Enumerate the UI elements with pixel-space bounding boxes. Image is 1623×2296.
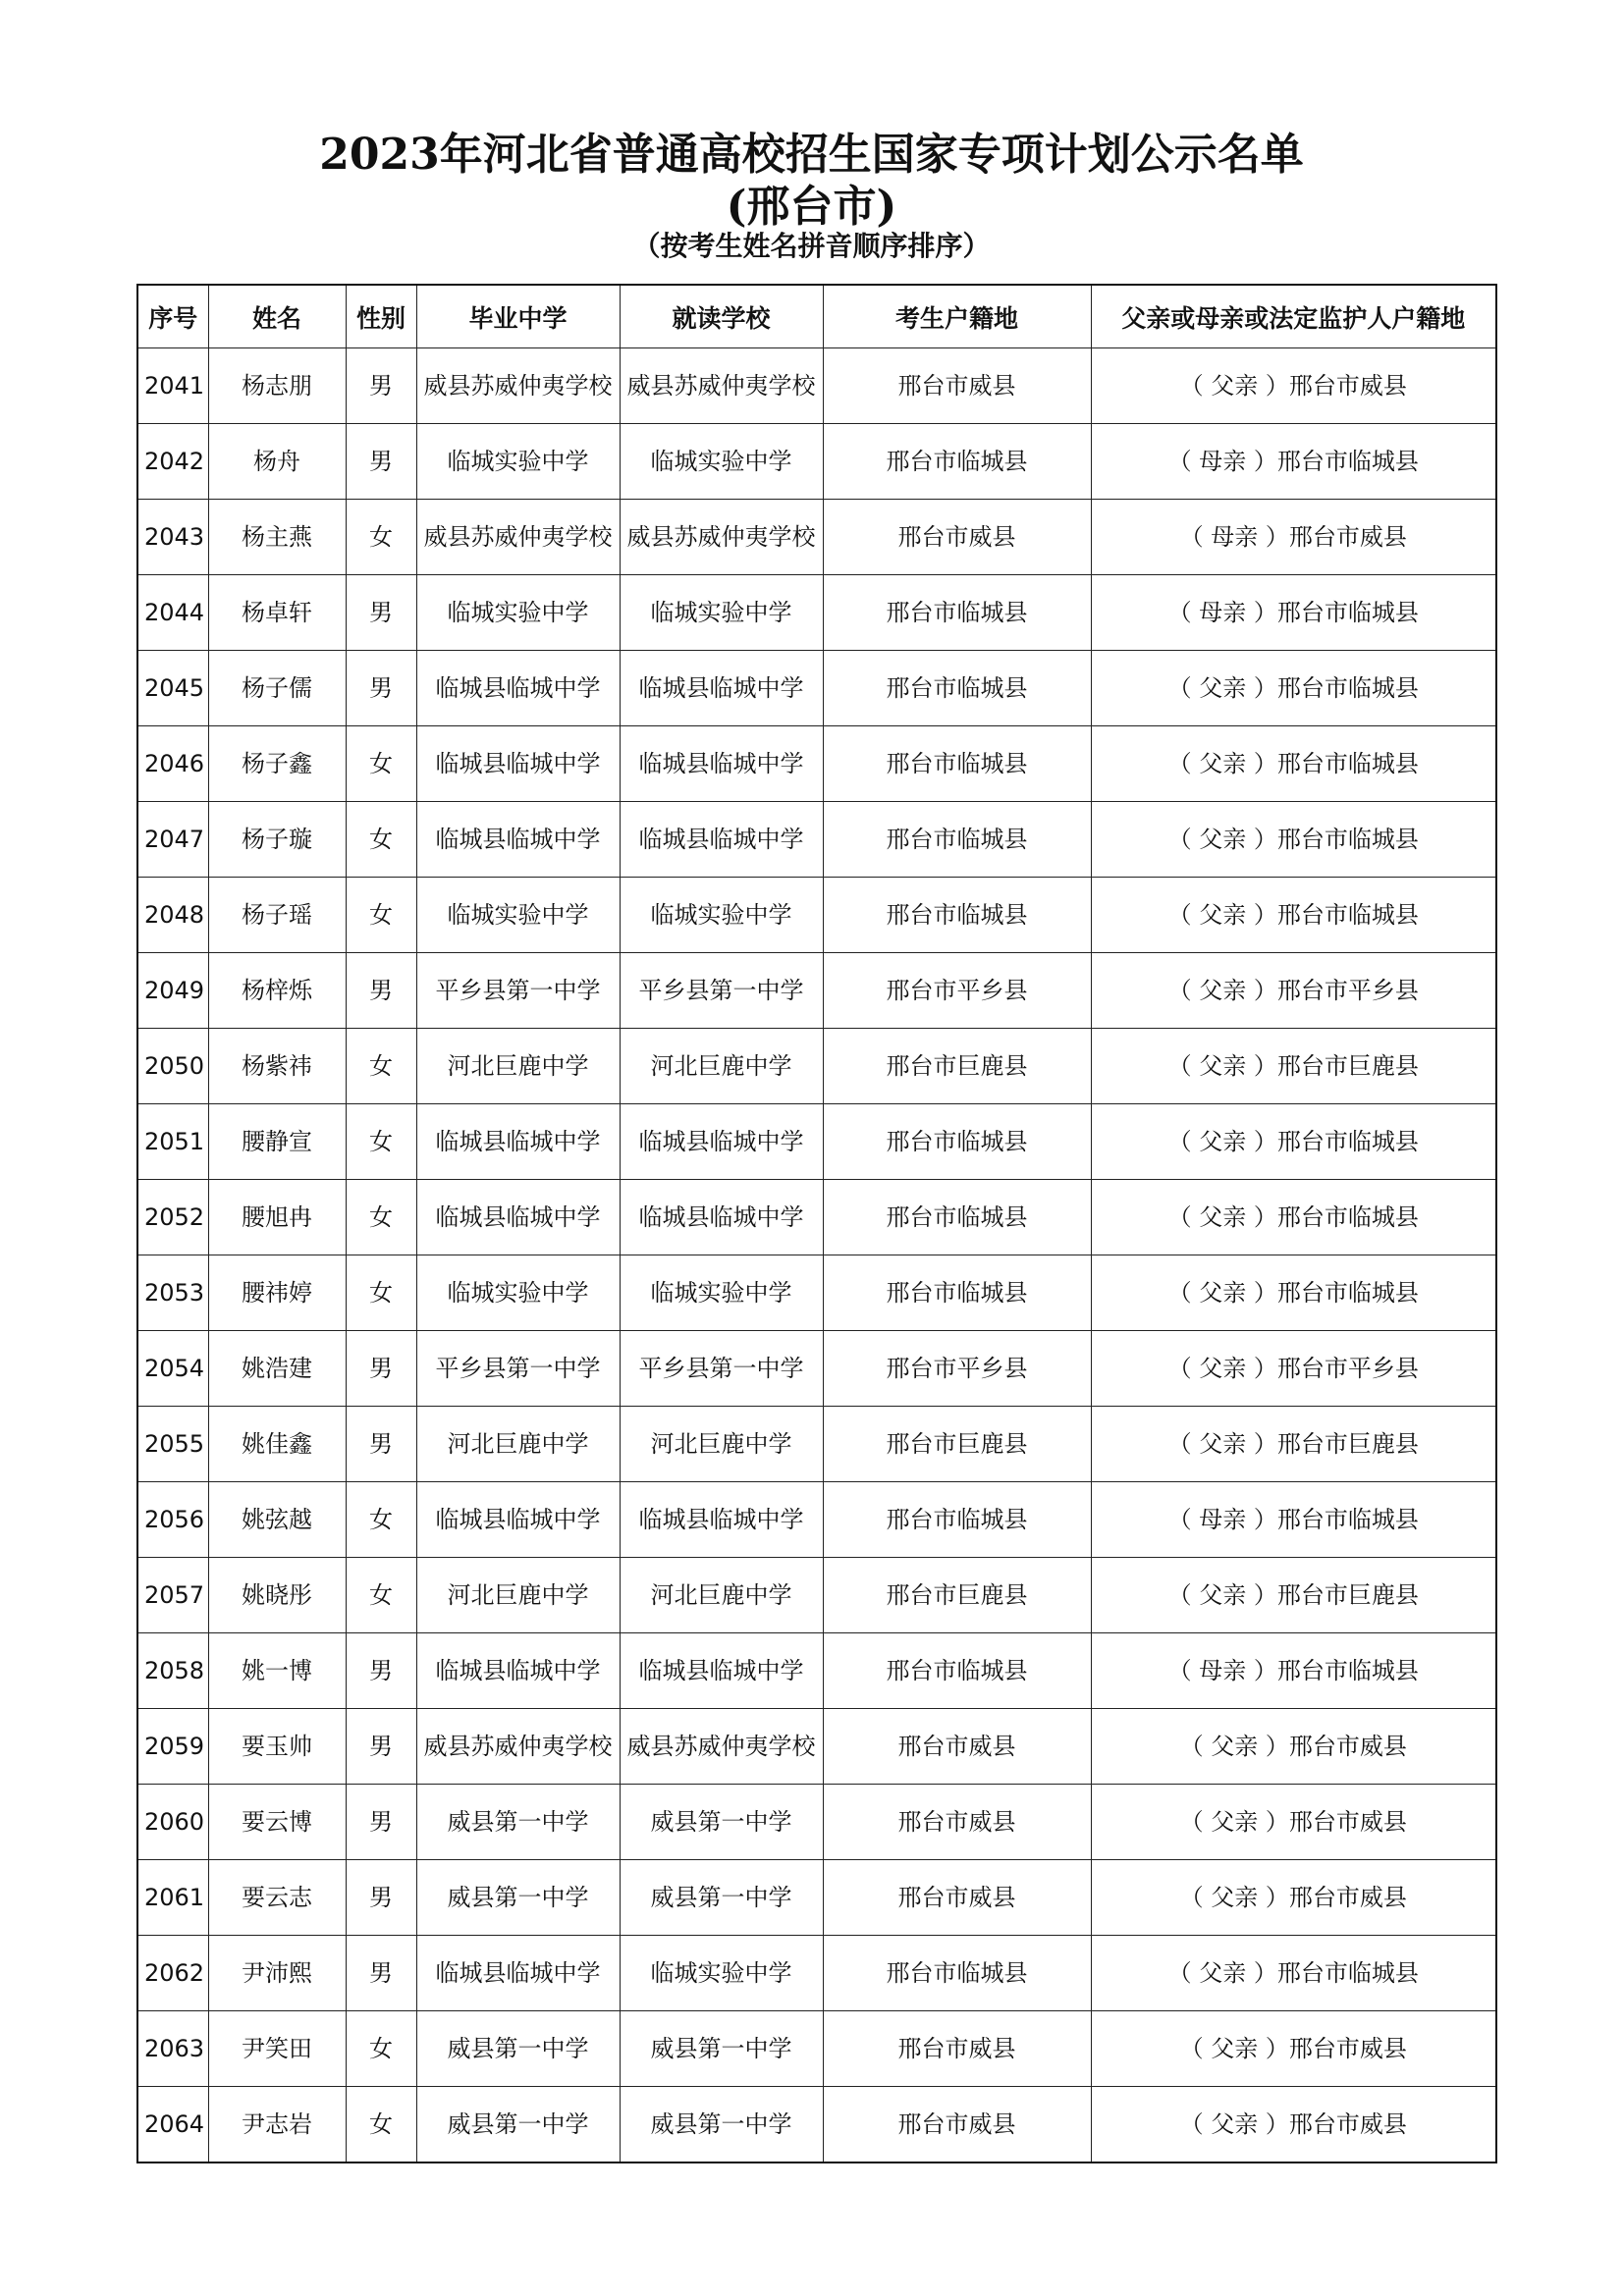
cell-no: 2042 — [137, 424, 208, 500]
cell-current-school: 临城县临城中学 — [620, 651, 823, 726]
table-row — [137, 1558, 1496, 1633]
cell-gender: 女 — [346, 726, 416, 802]
cell-name: 杨梓烁 — [208, 953, 346, 1029]
cell-gender: 女 — [346, 1482, 416, 1558]
cell-current-school: 临城县临城中学 — [620, 726, 823, 802]
table-row — [137, 1936, 1496, 2011]
cell-parent-hukou: （ 母亲 ）邢台市临城县 — [1091, 1633, 1496, 1709]
table-row — [137, 802, 1496, 878]
cell-no: 2043 — [137, 500, 208, 575]
cell-name: 杨子瑶 — [208, 878, 346, 953]
cell-no: 2062 — [137, 1936, 208, 2011]
cell-grad-school: 临城县临城中学 — [416, 1936, 620, 2011]
cell-parent-hukou: （ 父亲 ）邢台市临城县 — [1091, 802, 1496, 878]
document-title: 2023年河北省普通高校招生国家专项计划公示名单 — [319, 130, 1304, 180]
cell-current-school: 威县苏威仲夷学校 — [620, 1709, 823, 1785]
header-grad-school: 毕业中学 — [416, 285, 620, 348]
cell-name: 杨子鑫 — [208, 726, 346, 802]
cell-parent-hukou: （ 母亲 ）邢台市临城县 — [1091, 575, 1496, 651]
cell-current-school: 威县苏威仲夷学校 — [620, 348, 823, 424]
cell-current-school: 临城实验中学 — [620, 878, 823, 953]
cell-gender: 女 — [346, 500, 416, 575]
header-name: 姓名 — [208, 285, 346, 348]
table-row — [137, 1180, 1496, 1255]
cell-name: 杨舟 — [208, 424, 346, 500]
cell-name: 姚弦越 — [208, 1482, 346, 1558]
cell-parent-hukou: （ 父亲 ）邢台市威县 — [1091, 1709, 1496, 1785]
cell-current-school: 威县第一中学 — [620, 2087, 823, 2163]
header-no: 序号 — [137, 285, 208, 348]
table-row — [137, 1785, 1496, 1860]
cell-no: 2056 — [137, 1482, 208, 1558]
cell-hukou: 邢台市临城县 — [823, 878, 1091, 953]
cell-no: 2050 — [137, 1029, 208, 1104]
cell-name: 腰祎婷 — [208, 1255, 346, 1331]
cell-parent-hukou: （ 父亲 ）邢台市威县 — [1091, 348, 1496, 424]
header-parent-hukou: 父亲或母亲或法定监护人户籍地 — [1091, 285, 1496, 348]
cell-no: 2046 — [137, 726, 208, 802]
cell-hukou: 邢台市临城县 — [823, 1482, 1091, 1558]
cell-hukou: 邢台市威县 — [823, 2011, 1091, 2087]
cell-current-school: 临城实验中学 — [620, 575, 823, 651]
cell-name: 杨卓轩 — [208, 575, 346, 651]
cell-grad-school: 临城县临城中学 — [416, 1482, 620, 1558]
cell-parent-hukou: （ 父亲 ）邢台市威县 — [1091, 1860, 1496, 1936]
cell-no: 2044 — [137, 575, 208, 651]
cell-gender: 女 — [346, 802, 416, 878]
cell-parent-hukou: （ 父亲 ）邢台市临城县 — [1091, 1255, 1496, 1331]
cell-name: 尹志岩 — [208, 2087, 346, 2163]
cell-current-school: 平乡县第一中学 — [620, 1331, 823, 1407]
cell-current-school: 威县第一中学 — [620, 1860, 823, 1936]
cell-current-school: 临城县临城中学 — [620, 1104, 823, 1180]
cell-hukou: 邢台市临城县 — [823, 424, 1091, 500]
cell-parent-hukou: （ 父亲 ）邢台市平乡县 — [1091, 953, 1496, 1029]
table-row — [137, 651, 1496, 726]
cell-gender: 女 — [346, 2087, 416, 2163]
cell-current-school: 河北巨鹿中学 — [620, 1558, 823, 1633]
cell-hukou: 邢台市平乡县 — [823, 1331, 1091, 1407]
cell-name: 姚晓彤 — [208, 1558, 346, 1633]
cell-gender: 男 — [346, 1860, 416, 1936]
cell-gender: 男 — [346, 1785, 416, 1860]
cell-current-school: 临城县临城中学 — [620, 802, 823, 878]
cell-grad-school: 临城实验中学 — [416, 1255, 620, 1331]
cell-current-school: 河北巨鹿中学 — [620, 1407, 823, 1482]
cell-gender: 男 — [346, 1407, 416, 1482]
cell-parent-hukou: （ 父亲 ）邢台市临城县 — [1091, 1936, 1496, 2011]
cell-name: 杨志朋 — [208, 348, 346, 424]
table-row — [137, 1633, 1496, 1709]
cell-parent-hukou: （ 父亲 ）邢台市临城县 — [1091, 726, 1496, 802]
cell-gender: 男 — [346, 1331, 416, 1407]
cell-hukou: 邢台市巨鹿县 — [823, 1029, 1091, 1104]
cell-parent-hukou: （ 父亲 ）邢台市临城县 — [1091, 878, 1496, 953]
cell-hukou: 邢台市威县 — [823, 2087, 1091, 2163]
cell-hukou: 邢台市威县 — [823, 348, 1091, 424]
cell-parent-hukou: （ 母亲 ）邢台市临城县 — [1091, 424, 1496, 500]
cell-parent-hukou: （ 父亲 ）邢台市巨鹿县 — [1091, 1558, 1496, 1633]
cell-hukou: 邢台市临城县 — [823, 1936, 1091, 2011]
cell-parent-hukou: （ 父亲 ）邢台市巨鹿县 — [1091, 1029, 1496, 1104]
cell-gender: 女 — [346, 1180, 416, 1255]
cell-no: 2055 — [137, 1407, 208, 1482]
cell-parent-hukou: （ 父亲 ）邢台市威县 — [1091, 2011, 1496, 2087]
table-row — [137, 1407, 1496, 1482]
cell-gender: 男 — [346, 575, 416, 651]
cell-grad-school: 威县苏威仲夷学校 — [416, 348, 620, 424]
cell-name: 要云博 — [208, 1785, 346, 1860]
cell-hukou: 邢台市临城县 — [823, 651, 1091, 726]
cell-gender: 女 — [346, 1029, 416, 1104]
cell-no: 2064 — [137, 2087, 208, 2163]
table-header-row — [137, 285, 1496, 348]
header-gender: 性别 — [346, 285, 416, 348]
cell-grad-school: 临城县临城中学 — [416, 1104, 620, 1180]
table-row — [137, 726, 1496, 802]
cell-grad-school: 威县第一中学 — [416, 2087, 620, 2163]
cell-grad-school: 威县苏威仲夷学校 — [416, 500, 620, 575]
cell-name: 要云志 — [208, 1860, 346, 1936]
cell-hukou: 邢台市临城县 — [823, 1104, 1091, 1180]
cell-no: 2048 — [137, 878, 208, 953]
cell-grad-school: 临城县临城中学 — [416, 726, 620, 802]
cell-gender: 女 — [346, 1255, 416, 1331]
cell-no: 2049 — [137, 953, 208, 1029]
cell-no: 2054 — [137, 1331, 208, 1407]
table-row — [137, 1709, 1496, 1785]
cell-parent-hukou: （ 父亲 ）邢台市巨鹿县 — [1091, 1407, 1496, 1482]
cell-current-school: 临城县临城中学 — [620, 1633, 823, 1709]
cell-current-school: 威县苏威仲夷学校 — [620, 500, 823, 575]
header-hukou: 考生户籍地 — [823, 285, 1091, 348]
cell-hukou: 邢台市巨鹿县 — [823, 1407, 1091, 1482]
roster-table — [136, 284, 1497, 2163]
cell-grad-school: 平乡县第一中学 — [416, 1331, 620, 1407]
cell-grad-school: 临城实验中学 — [416, 424, 620, 500]
cell-grad-school: 河北巨鹿中学 — [416, 1407, 620, 1482]
cell-gender: 女 — [346, 1558, 416, 1633]
cell-parent-hukou: （ 父亲 ）邢台市威县 — [1091, 1785, 1496, 1860]
cell-parent-hukou: （ 父亲 ）邢台市临城县 — [1091, 1180, 1496, 1255]
table-row — [137, 1482, 1496, 1558]
cell-grad-school: 威县第一中学 — [416, 1860, 620, 1936]
table-row — [137, 575, 1496, 651]
cell-name: 杨主燕 — [208, 500, 346, 575]
table-row — [137, 2087, 1496, 2163]
cell-gender: 男 — [346, 348, 416, 424]
cell-grad-school: 临城县临城中学 — [416, 651, 620, 726]
cell-hukou: 邢台市临城县 — [823, 1180, 1091, 1255]
header-current-school: 就读学校 — [620, 285, 823, 348]
cell-name: 尹沛熙 — [208, 1936, 346, 2011]
cell-hukou: 邢台市威县 — [823, 1785, 1091, 1860]
cell-gender: 男 — [346, 424, 416, 500]
cell-gender: 男 — [346, 1633, 416, 1709]
cell-hukou: 邢台市临城县 — [823, 1255, 1091, 1331]
cell-current-school: 平乡县第一中学 — [620, 953, 823, 1029]
cell-name: 尹笑田 — [208, 2011, 346, 2087]
cell-name: 腰静宣 — [208, 1104, 346, 1180]
cell-no: 2052 — [137, 1180, 208, 1255]
cell-name: 姚佳鑫 — [208, 1407, 346, 1482]
cell-name: 姚一博 — [208, 1633, 346, 1709]
cell-parent-hukou: （ 母亲 ）邢台市临城县 — [1091, 1482, 1496, 1558]
cell-hukou: 邢台市威县 — [823, 500, 1091, 575]
cell-current-school: 威县第一中学 — [620, 2011, 823, 2087]
cell-hukou: 邢台市临城县 — [823, 575, 1091, 651]
cell-no: 2041 — [137, 348, 208, 424]
table-row — [137, 1255, 1496, 1331]
cell-hukou: 邢台市临城县 — [823, 1633, 1091, 1709]
cell-grad-school: 临城县临城中学 — [416, 1180, 620, 1255]
table-row — [137, 1860, 1496, 1936]
table-row — [137, 2011, 1496, 2087]
cell-current-school: 临城县临城中学 — [620, 1180, 823, 1255]
cell-no: 2059 — [137, 1709, 208, 1785]
cell-name: 要玉帅 — [208, 1709, 346, 1785]
cell-gender: 男 — [346, 651, 416, 726]
cell-name: 杨子璇 — [208, 802, 346, 878]
cell-grad-school: 临城实验中学 — [416, 575, 620, 651]
table-row — [137, 1029, 1496, 1104]
cell-gender: 女 — [346, 878, 416, 953]
cell-grad-school: 临城县临城中学 — [416, 802, 620, 878]
cell-gender: 女 — [346, 2011, 416, 2087]
cell-hukou: 邢台市临城县 — [823, 802, 1091, 878]
cell-name: 杨紫祎 — [208, 1029, 346, 1104]
cell-hukou: 邢台市平乡县 — [823, 953, 1091, 1029]
cell-current-school: 威县第一中学 — [620, 1785, 823, 1860]
cell-parent-hukou: （ 父亲 ）邢台市威县 — [1091, 2087, 1496, 2163]
cell-name: 杨子儒 — [208, 651, 346, 726]
cell-gender: 男 — [346, 1709, 416, 1785]
table-row — [137, 1104, 1496, 1180]
cell-no: 2045 — [137, 651, 208, 726]
cell-parent-hukou: （ 父亲 ）邢台市平乡县 — [1091, 1331, 1496, 1407]
cell-no: 2060 — [137, 1785, 208, 1860]
cell-hukou: 邢台市巨鹿县 — [823, 1558, 1091, 1633]
cell-gender: 女 — [346, 1104, 416, 1180]
cell-no: 2053 — [137, 1255, 208, 1331]
table-row — [137, 500, 1496, 575]
cell-no: 2051 — [137, 1104, 208, 1180]
cell-grad-school: 威县第一中学 — [416, 1785, 620, 1860]
cell-gender: 男 — [346, 1936, 416, 2011]
cell-grad-school: 河北巨鹿中学 — [416, 1029, 620, 1104]
cell-no: 2057 — [137, 1558, 208, 1633]
table-row — [137, 953, 1496, 1029]
cell-name: 姚浩建 — [208, 1331, 346, 1407]
cell-current-school: 临城县临城中学 — [620, 1482, 823, 1558]
cell-gender: 男 — [346, 953, 416, 1029]
cell-no: 2047 — [137, 802, 208, 878]
cell-no: 2058 — [137, 1633, 208, 1709]
cell-grad-school: 河北巨鹿中学 — [416, 1558, 620, 1633]
cell-hukou: 邢台市临城县 — [823, 726, 1091, 802]
cell-no: 2063 — [137, 2011, 208, 2087]
cell-grad-school: 平乡县第一中学 — [416, 953, 620, 1029]
cell-parent-hukou: （ 母亲 ）邢台市威县 — [1091, 500, 1496, 575]
cell-current-school: 临城实验中学 — [620, 1255, 823, 1331]
cell-current-school: 河北巨鹿中学 — [620, 1029, 823, 1104]
table-row — [137, 424, 1496, 500]
table-row — [137, 878, 1496, 953]
cell-name: 腰旭冉 — [208, 1180, 346, 1255]
cell-current-school: 临城实验中学 — [620, 1936, 823, 2011]
document-subtitle: (邢台市) — [726, 182, 897, 232]
cell-parent-hukou: （ 父亲 ）邢台市临城县 — [1091, 1104, 1496, 1180]
cell-grad-school: 威县苏威仲夷学校 — [416, 1709, 620, 1785]
cell-parent-hukou: （ 父亲 ）邢台市临城县 — [1091, 651, 1496, 726]
cell-grad-school: 威县第一中学 — [416, 2011, 620, 2087]
cell-current-school: 临城实验中学 — [620, 424, 823, 500]
roster-body — [137, 348, 1496, 2163]
cell-no: 2061 — [137, 1860, 208, 1936]
cell-grad-school: 临城实验中学 — [416, 878, 620, 953]
cell-hukou: 邢台市威县 — [823, 1709, 1091, 1785]
cell-hukou: 邢台市威县 — [823, 1860, 1091, 1936]
table-row — [137, 1331, 1496, 1407]
table-row — [137, 348, 1496, 424]
sort-note: （按考生姓名拼音顺序排序） — [632, 230, 991, 262]
cell-grad-school: 临城县临城中学 — [416, 1633, 620, 1709]
